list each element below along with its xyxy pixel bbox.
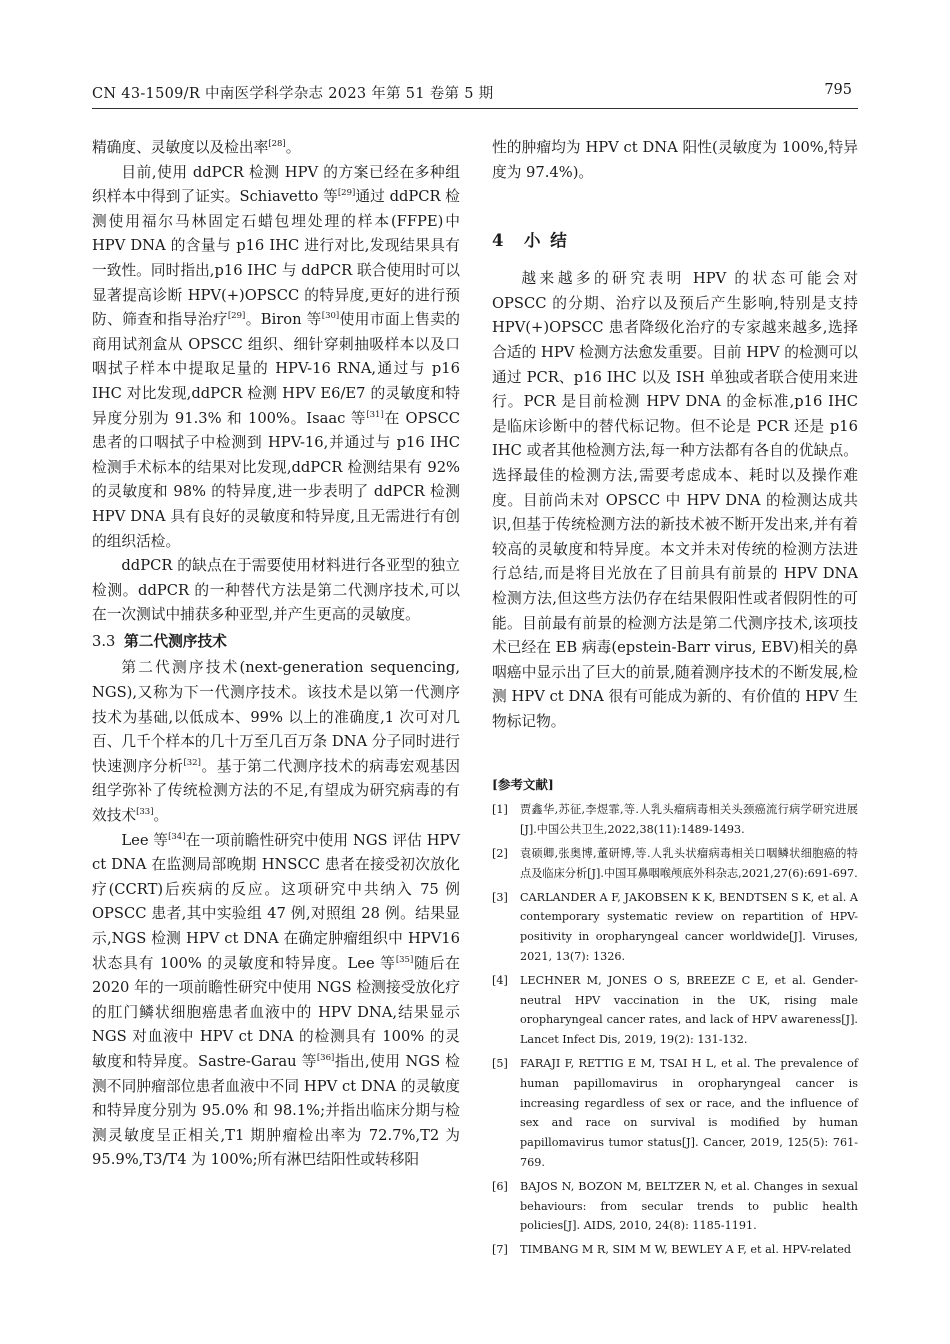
citation: [28] xyxy=(268,139,286,149)
journal-citation: CN 43-1509/R 中南医学科学杂志 2023 年第 51 卷第 5 期 xyxy=(92,86,494,102)
section-heading-summary: 4 小 结 xyxy=(492,231,569,251)
citation: [36] xyxy=(316,1052,335,1063)
paragraph-ngs-studies: Lee 等[34]在一项前瞻性研究中使用 NGS 评估 HPV ct DNA 在监测局部晚期 HNSCC 患者在接受初次放化疗(CCRT)后疾病的反应。这项研究中共纳入 75 例 OPSCC 患者,其中实验组 47 例,对照组 28 例。结果显示,NGS 检测 HPV ct DNA 在确定肿瘤组织中 HPV16 状态具有 100% 的灵敏度和特异度。Lee 等[35]随后在 2020 年的一项前瞻性研究中使用 NGS 检测接受放化疗的肛门鳞状细胞癌患者血液中的 HPV DNA,结果显示 NGS 对血液中 HPV ct DNA 的检测具有 100% 的灵敏度和特异度。Sastre-Garau 等[36]指出,使用 NGS 检测不同肿瘤部位患者血液中不同 HPV ct DNA 的灵敏度和特异度分别为 95.0% 和 98.1%;并指出临床分期与检测灵敏度呈正相关,T1 期肿瘤检出率为 72.7%,T2 为 95.9%,T3/T4 为 100%;所有淋巴结阳性或转移阳 xyxy=(92,831,460,1169)
left-column xyxy=(92,136,460,1173)
subsection-heading-3-3: 3.3 第二代测序技术 xyxy=(92,632,227,650)
citation: [35] xyxy=(395,954,414,965)
running-header xyxy=(92,80,858,109)
reference-list xyxy=(492,800,858,1260)
reference-item: [7] TIMBANG M R, SIM M W, BEWLEY A F, et al. HPV-related xyxy=(492,1243,852,1257)
paragraph-ngs-intro: 第二代测序技术(next-generation sequencing, NGS),又称为下一代测序技术。该技术是以第一代测序技术为基础,以低成本、99% 以上的准确度,1 次可对几百、几千个样本的几十万至几百万条 DNA 分子同时进行快速测序分析[32]。基于第二代测序技术的病毒宏观基因组学弥补了传统检测方法的不足,有望成为研究病毒的有效技术[33]。 xyxy=(92,659,460,825)
reference-item: [3] CARLANDER A F, JAKOBSEN K K, BENDTSEN S K, et al. A contemporary systematic review on repartition of HPV-positivity in oropharyngeal cancer worldwide[J]. Viruses, 2021, 13(7): 1326. xyxy=(492,890,858,964)
citation: [33] xyxy=(136,807,154,818)
reference-item: [2] 袁硕卿,张奥博,董研博,等.人乳头状瘤病毒相关口咽鳞状细胞癌的特点及临床分析[J].中国耳鼻咽喉颅底外科杂志,2021,27(6):691-697. xyxy=(492,847,858,880)
reference-item: [6] BAJOS N, BOZON M, BELTZER N, et al. Changes in sexual behaviours: from secular trends to public health policies[J]. AIDS, 2010, 24(8): 1185-1191. xyxy=(492,1179,858,1233)
citation: [29] xyxy=(227,311,246,322)
reference-item: [1] 贾鑫华,苏征,李煜霏,等.人乳头瘤病毒相关头颈癌流行病学研究进展[J].中国公共卫生,2022,38(11):1489-1493. xyxy=(492,803,858,837)
paragraph-summary: 越来越多的研究表明 HPV 的状态可能会对 OPSCC 的分期、治疗以及预后产生影响,特别是支持 HPV(+)OPSCC 患者降级化治疗的专家越来越多,选择合适的 HPV 检测方法愈发重要。目前 HPV 的检测可以通过 PCR、p16 IHC 以及 ISH 单独或者联合使用来进行。PCR 是目前检测 HPV DNA 的金标准,p16 IHC 是临床诊断中的替代标记物。但不论是 PCR 还是 p16 IHC 或者其他检测方法,每一种方法都有各自的优缺点。选择最佳的检测方法,需要考虑成本、耗时以及操作难度。目前尚未对 OPSCC 中 HPV DNA 的检测达成共识,但基于传统检测方法的新技术被不断开发出来,并有着较高的灵敏度和特异度。本文并未对传统的检测方法进行总结,而是将目光放在了目前具有前景的 HPV DNA 检测方法,但这些方法仍存在结果假阳性或者假阴性的可能。目前最有前景的检测方法是第二代测序技术,该项技术已经在 EB 病毒(epstein-Barr virus, EBV)相关的鼻咽癌中显示出了巨大的前景,随着测序技术的不断发展,检测 HPV ct DNA 很有可能成为新的、有价值的 HPV 生物标记物。 xyxy=(492,270,858,730)
page-number: 795 xyxy=(824,82,852,98)
paragraph-ddpcr-drawbacks: ddPCR 的缺点在于需要使用材料进行各亚型的独立检测。ddPCR 的一种替代方法是第二代测序技术,可以在一次测试中捕获多种亚型,并产生更高的灵敏度。 xyxy=(92,557,460,624)
citation: [29] xyxy=(337,188,356,199)
right-column xyxy=(492,136,858,1264)
references-heading: [参考文献] xyxy=(492,777,554,793)
paragraph-continued: 性的肿瘤均为 HPV ct DNA 阳性(灵敏度为 100%,特异度为 97.4%)。 xyxy=(492,139,858,181)
citation: [32] xyxy=(183,757,201,768)
paragraph-continued: 精确度、灵敏度以及检出率[28]。 xyxy=(92,139,301,156)
citation: [31] xyxy=(366,409,384,420)
reference-item: [4] LECHNER M, JONES O S, BREEZE C E, et al. Gender-neutral HPV vaccination in the UK, rising male oropharyngeal cancer rates, and lack of HPV awareness[J]. Lancet Infect Dis, 2019, 19(2): 131-132. xyxy=(492,973,858,1047)
reference-item: [5] FARAJI F, RETTIG E M, TSAI H L, et al. The prevalence of human papillomavirus in oropharyngeal cancer is increasing regardless of sex or race, and the influence of sex and race on survival is modified by human papillomavirus tumor status[J]. Cancer, 2019, 125(5): 761-769. xyxy=(492,1057,858,1170)
citation: [30] xyxy=(321,311,340,322)
paragraph-ddpcr-applications: 目前,使用 ddPCR 检测 HPV 的方案已经在多种组织样本中得到了证实。Schiavetto 等[29]通过 ddPCR 检测使用福尔马林固定石蜡包埋处理的样本(FFPE)中 HPV DNA 的含量与 p16 IHC 进行对比,发现结果具有一致性。同时指出,p16 IHC 与 ddPCR 联合使用时可以显著提高诊断 HPV(+)OPSCC 的特异度,更好的进行预防、筛查和指导治疗[29]。Biron 等[30]使用市面上售卖的商用试剂盒从 OPSCC 组织、细针穿刺抽吸样本以及口咽拭子样本中提取足量的 HPV-16 RNA,通过与 p16 IHC 对比发现,ddPCR 检测 HPV E6/E7 的灵敏度和特异度分别为 91.3% 和 100%。Isaac 等[31]在 OPSCC 患者的口咽拭子中检测到 HPV-16,并通过与 p16 IHC 检测手术标本的结果对比发现,ddPCR 检测结果有 92% 的灵敏度和 98% 的特异度,进一步表明了 ddPCR 检测 HPV DNA 具有良好的灵敏度和特异度,且无需进行有创的组织活检。 xyxy=(92,163,460,550)
citation: [34] xyxy=(168,831,186,842)
